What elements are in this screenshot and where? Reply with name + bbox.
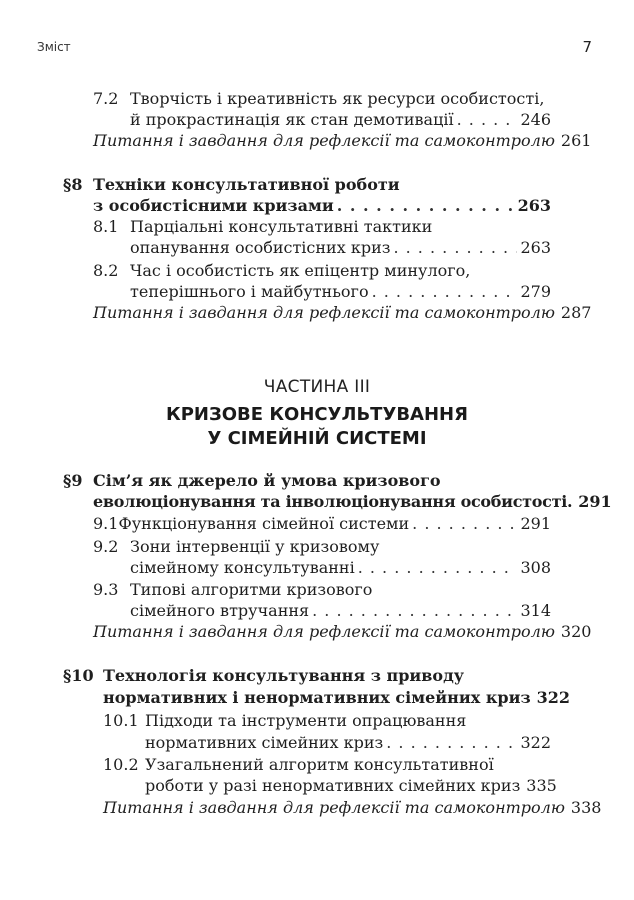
toc-entry-10-2-line1[interactable] [103, 755, 551, 776]
dot-leader [386, 733, 517, 752]
dot-leader [412, 514, 517, 533]
toc-entry-10-1-line2[interactable] [145, 733, 551, 754]
page-ref: 320 [560, 622, 592, 641]
page-ref: 338 [570, 798, 602, 817]
questions-title: Питання і завдання для рефлексії та самоконтролю [93, 131, 555, 150]
part-label: ЧАСТИНА III [263, 377, 371, 397]
section-number: 10.1 [103, 711, 139, 730]
page-ref: 291 [578, 492, 612, 511]
page-ref: 314 [520, 601, 551, 620]
toc-chapter-9-line2[interactable] [93, 492, 612, 513]
toc-chapter-8-line2[interactable] [93, 196, 551, 217]
toc-entry-9-2-line1[interactable] [93, 537, 551, 558]
toc-entry-questions-8[interactable] [93, 303, 592, 324]
section-title-cont: теперішнього і майбутнього [130, 282, 369, 301]
toc-entry-8-1-line1[interactable] [93, 217, 551, 238]
chapter-title-cont: нормативних і ненормативних сімейних криз [103, 688, 531, 707]
chapter-title: Техніки консультативної роботи [93, 175, 400, 194]
page-ref: 261 [560, 131, 592, 150]
chapter-title-cont: з особистісними кризами [93, 196, 334, 215]
toc-entry-questions-10[interactable] [103, 798, 602, 819]
page-number: 7 [582, 38, 592, 56]
chapter-title-cont: еволюціонування та інволюціонування особистості. [93, 492, 573, 511]
toc-entry-7-2-line1[interactable] [93, 89, 551, 110]
toc-chapter-10-line1[interactable] [63, 666, 551, 687]
section-title: Парціальні консультативні тактики [130, 217, 433, 236]
page-ref: 246 [520, 110, 551, 129]
page-ref: 287 [560, 303, 592, 322]
page-ref: 322 [536, 688, 571, 707]
dot-leader [358, 558, 518, 577]
section-number: 10.2 [103, 755, 139, 774]
toc-entry-9-3-line2[interactable] [130, 601, 551, 622]
questions-title: Питання і завдання для рефлексії та самоконтролю [103, 798, 565, 817]
toc-entry-10-1-line1[interactable] [103, 711, 551, 732]
section-title-cont: сімейного втручання [130, 601, 310, 620]
toc-entry-7-2-line2[interactable] [130, 110, 551, 131]
dot-leader [393, 238, 517, 257]
page-ref: 263 [517, 196, 551, 215]
section-title: Узагальнений алгоритм консультативної [145, 755, 494, 774]
page-ref: 335 [526, 776, 557, 795]
part-title-line1: КРИЗОВЕ КОНСУЛЬТУВАННЯ [166, 404, 468, 425]
page-ref: 279 [520, 282, 551, 301]
section-title: Творчість і креативність як ресурси особистості, [130, 89, 545, 108]
toc-entry-9-3-line1[interactable] [93, 580, 551, 601]
chapter-number: §10 [63, 666, 94, 685]
page-ref: 291 [520, 514, 551, 533]
toc-entry-8-1-line2[interactable] [130, 238, 551, 259]
section-title-cont: нормативних сімейних криз [145, 733, 384, 752]
running-head: Зміст [37, 40, 71, 54]
section-title-cont: й прокрастинація як стан демотивації [130, 110, 454, 129]
toc-chapter-8-line1[interactable] [63, 175, 551, 196]
chapter-title: Сім’я як джерело й умова кризового [93, 471, 441, 490]
dot-leader [312, 601, 517, 620]
toc-entry-9-1[interactable] [93, 514, 551, 535]
dot-leader [372, 282, 518, 301]
section-title: Зони інтервенції у кризовому [130, 537, 380, 556]
section-number: 9.3 [93, 580, 119, 599]
chapter-number: §9 [63, 471, 83, 490]
section-title-cont: сімейному консультуванні [130, 558, 355, 577]
section-number: 8.1 [93, 217, 119, 236]
section-title: Час і особистість як епіцентр минулого, [130, 261, 471, 280]
toc-entry-10-2-line2[interactable] [145, 776, 557, 797]
section-number: 9.2 [93, 537, 119, 556]
page-ref: 308 [520, 558, 551, 577]
chapter-title: Технологія консультування з приводу [103, 666, 464, 685]
section-title: Функціонування сімейної системи [118, 514, 410, 533]
section-title-cont: опанування особистісних криз [130, 238, 391, 257]
section-number: 8.2 [93, 261, 119, 280]
toc-entry-questions-7[interactable] [93, 131, 592, 152]
dot-leader [457, 110, 518, 129]
toc-entry-9-2-line2[interactable] [130, 558, 551, 579]
toc-entry-questions-9[interactable] [93, 622, 592, 643]
section-title: Типові алгоритми кризового [130, 580, 373, 599]
toc-entry-8-2-line2[interactable] [130, 282, 551, 303]
section-title-cont: роботи у разі ненормативних сімейних криз [145, 776, 521, 795]
toc-chapter-10-line2[interactable] [103, 688, 571, 709]
questions-title: Питання і завдання для рефлексії та самоконтролю [93, 622, 555, 641]
toc-chapter-9-line1[interactable] [63, 471, 551, 492]
section-number: 7.2 [93, 89, 119, 108]
toc-entry-8-2-line1[interactable] [93, 261, 551, 282]
chapter-number: §8 [63, 175, 83, 194]
section-number: 9.1 [93, 514, 119, 533]
part-title-line2: У СІМЕЙНІЙ СИСТЕМІ [207, 428, 427, 449]
section-title: Підходи та інструменти опрацювання [145, 711, 467, 730]
page-ref: 322 [520, 733, 551, 752]
page-ref: 263 [520, 238, 551, 257]
dot-leader [337, 196, 515, 215]
questions-title: Питання і завдання для рефлексії та самоконтролю [93, 303, 555, 322]
